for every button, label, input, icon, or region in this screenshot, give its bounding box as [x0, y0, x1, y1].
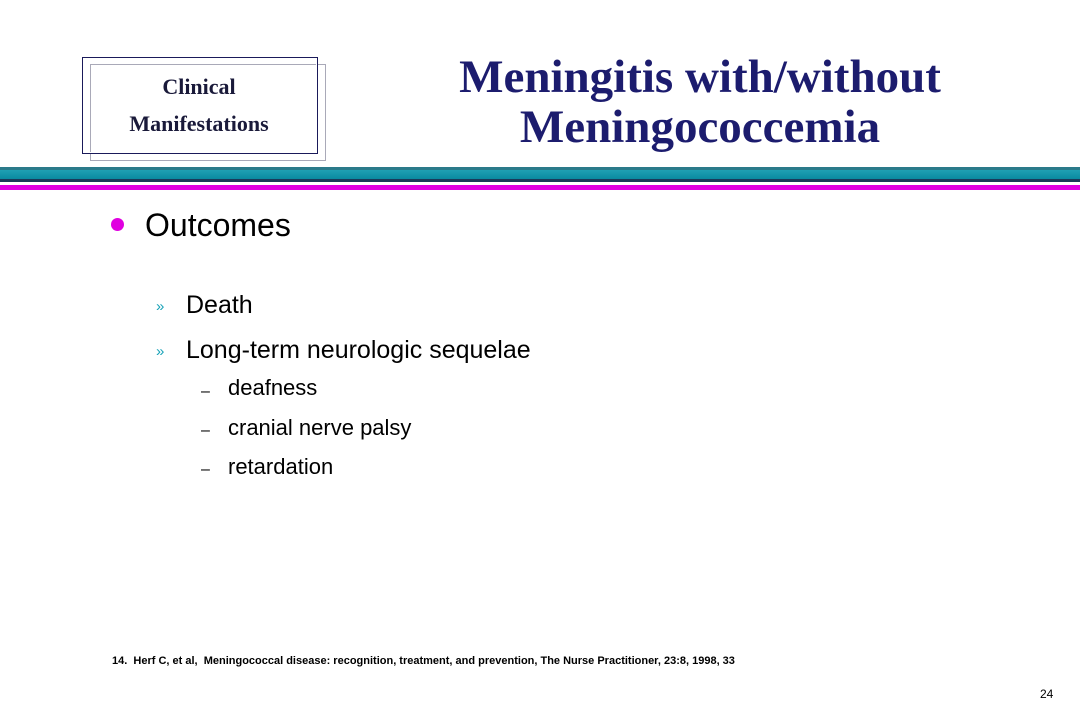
- section-label: Clinical Manifestations: [129, 73, 269, 136]
- subsub-bullet-cranial-nerve-palsy: cranial nerve palsy: [228, 415, 412, 440]
- dash-marker-icon: –: [201, 383, 210, 400]
- slide-title: Meningitis with/without Meningococcemia: [459, 51, 941, 153]
- subsub-bullet-deafness: deafness: [228, 375, 318, 400]
- sub-bullet-marker-icon: »: [156, 298, 165, 315]
- sub-bullet-marker-icon: »: [156, 343, 165, 360]
- bullet-dot-icon: [111, 218, 124, 231]
- page-number: 24: [1040, 687, 1054, 701]
- title-rule-magenta: [0, 185, 1080, 190]
- sub-bullet-death: Death: [186, 291, 253, 319]
- footnote-citation: 14. Herf C, et al, Meningococcal disease: recognition, treatment, and prevention, The Nurse Practitioner, 23:8, 1998, 33: [112, 655, 735, 667]
- sub-bullet-sequelae: Long-term neurologic sequelae: [186, 336, 531, 364]
- dash-marker-icon: –: [201, 422, 210, 439]
- bullet-outcomes: Outcomes: [145, 207, 291, 243]
- title-rule-teal: [0, 170, 1080, 179]
- title-rule-dark: [0, 179, 1080, 182]
- dash-marker-icon: –: [201, 461, 210, 478]
- subsub-bullet-retardation: retardation: [228, 454, 334, 479]
